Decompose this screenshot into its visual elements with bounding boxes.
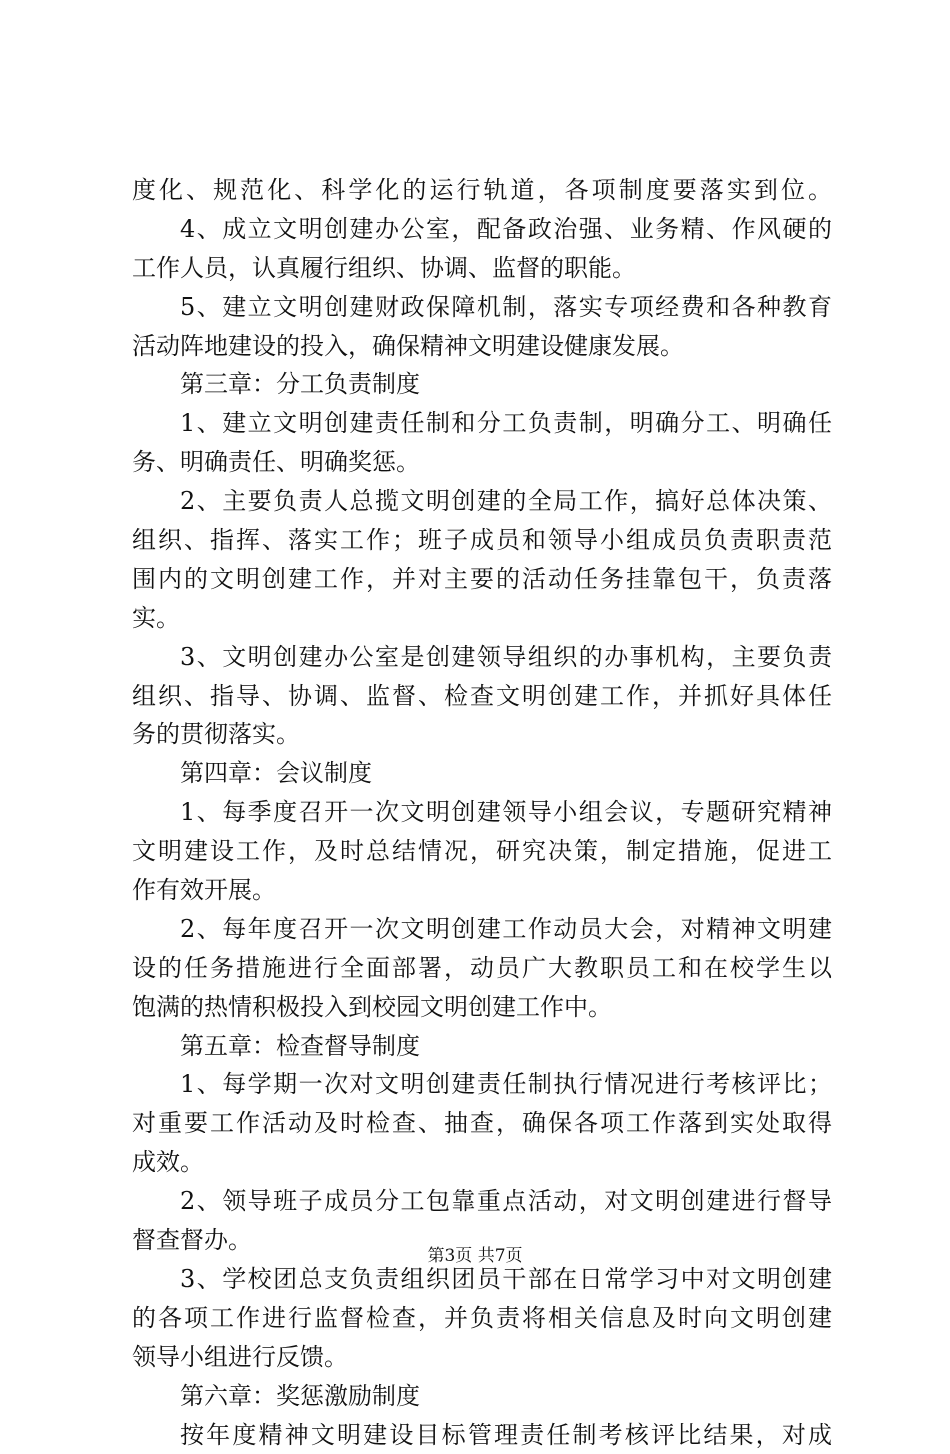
text-line: 领导小组进行反馈。 [132,1338,832,1377]
text-line: 的各项工作进行监督检查，并负责将相关信息及时向文明创建 [132,1299,832,1338]
text-line: 2、领导班子成员分工包靠重点活动，对文明创建进行督导 [132,1182,832,1221]
text-line: 务、明确责任、明确奖惩。 [132,443,832,482]
text-line: 务的贯彻落实。 [132,715,832,754]
text-line: 1、建立文明创建责任制和分工负责制，明确分工、明确任 [132,404,832,443]
text-line: 饱满的热情积极投入到校园文明创建工作中。 [132,988,832,1027]
page-number-footer: 第3页 共7页 [0,1244,950,1268]
text-line: 成效。 [132,1143,832,1182]
text-line: 2、主要负责人总揽文明创建的全局工作，搞好总体决策、 [132,482,832,521]
text-line: 3、文明创建办公室是创建领导组织的办事机构，主要负责 [132,638,832,677]
text-line: 1、每学期一次对文明创建责任制执行情况进行考核评比； [132,1065,832,1104]
text-line: 5、建立文明创建财政保障机制，落实专项经费和各种教育 [132,288,832,327]
chapter-heading: 第三章：分工负责制度 [132,365,832,404]
text-line: 设的任务措施进行全面部署，动员广大教职员工和在校学生以 [132,949,832,988]
text-line: 按年度精神文明建设目标管理责任制考核评比结果，对成 [132,1416,832,1454]
text-line: 工作人员，认真履行组织、协调、监督的职能。 [132,249,832,288]
text-line: 2、每年度召开一次文明创建工作动员大会，对精神文明建 [132,910,832,949]
text-line: 作有效开展。 [132,871,832,910]
text-line: 实。 [132,599,832,638]
text-line: 组织、指挥、落实工作；班子成员和领导小组成员负责职责范 [132,521,832,560]
text-line: 围内的文明创建工作，并对主要的活动任务挂靠包干，负责落 [132,560,832,599]
text-line: 对重要工作活动及时检查、抽查，确保各项工作落到实处取得 [132,1104,832,1143]
text-line: 度化、规范化、科学化的运行轨道，各项制度要落实到位。 [132,171,832,210]
chapter-heading: 第六章：奖惩激励制度 [132,1377,832,1416]
chapter-heading: 第五章：检查督导制度 [132,1027,832,1066]
text-line: 组织、指导、协调、监督、检查文明创建工作，并抓好具体任 [132,677,832,716]
text-line: 1、每季度召开一次文明创建领导小组会议，专题研究精神 [132,793,832,832]
text-line: 活动阵地建设的投入，确保精神文明建设健康发展。 [132,327,832,366]
chapter-heading: 第四章：会议制度 [132,754,832,793]
text-line: 3、学校团总支负责组织团员干部在日常学习中对文明创建 [132,1260,832,1299]
text-line: 督查督办。 [132,1221,832,1260]
text-line: 4、成立文明创建办公室，配备政治强、业务精、作风硬的 [132,210,832,249]
text-line: 文明建设工作，及时总结情况，研究决策，制定措施，促进工 [132,832,832,871]
